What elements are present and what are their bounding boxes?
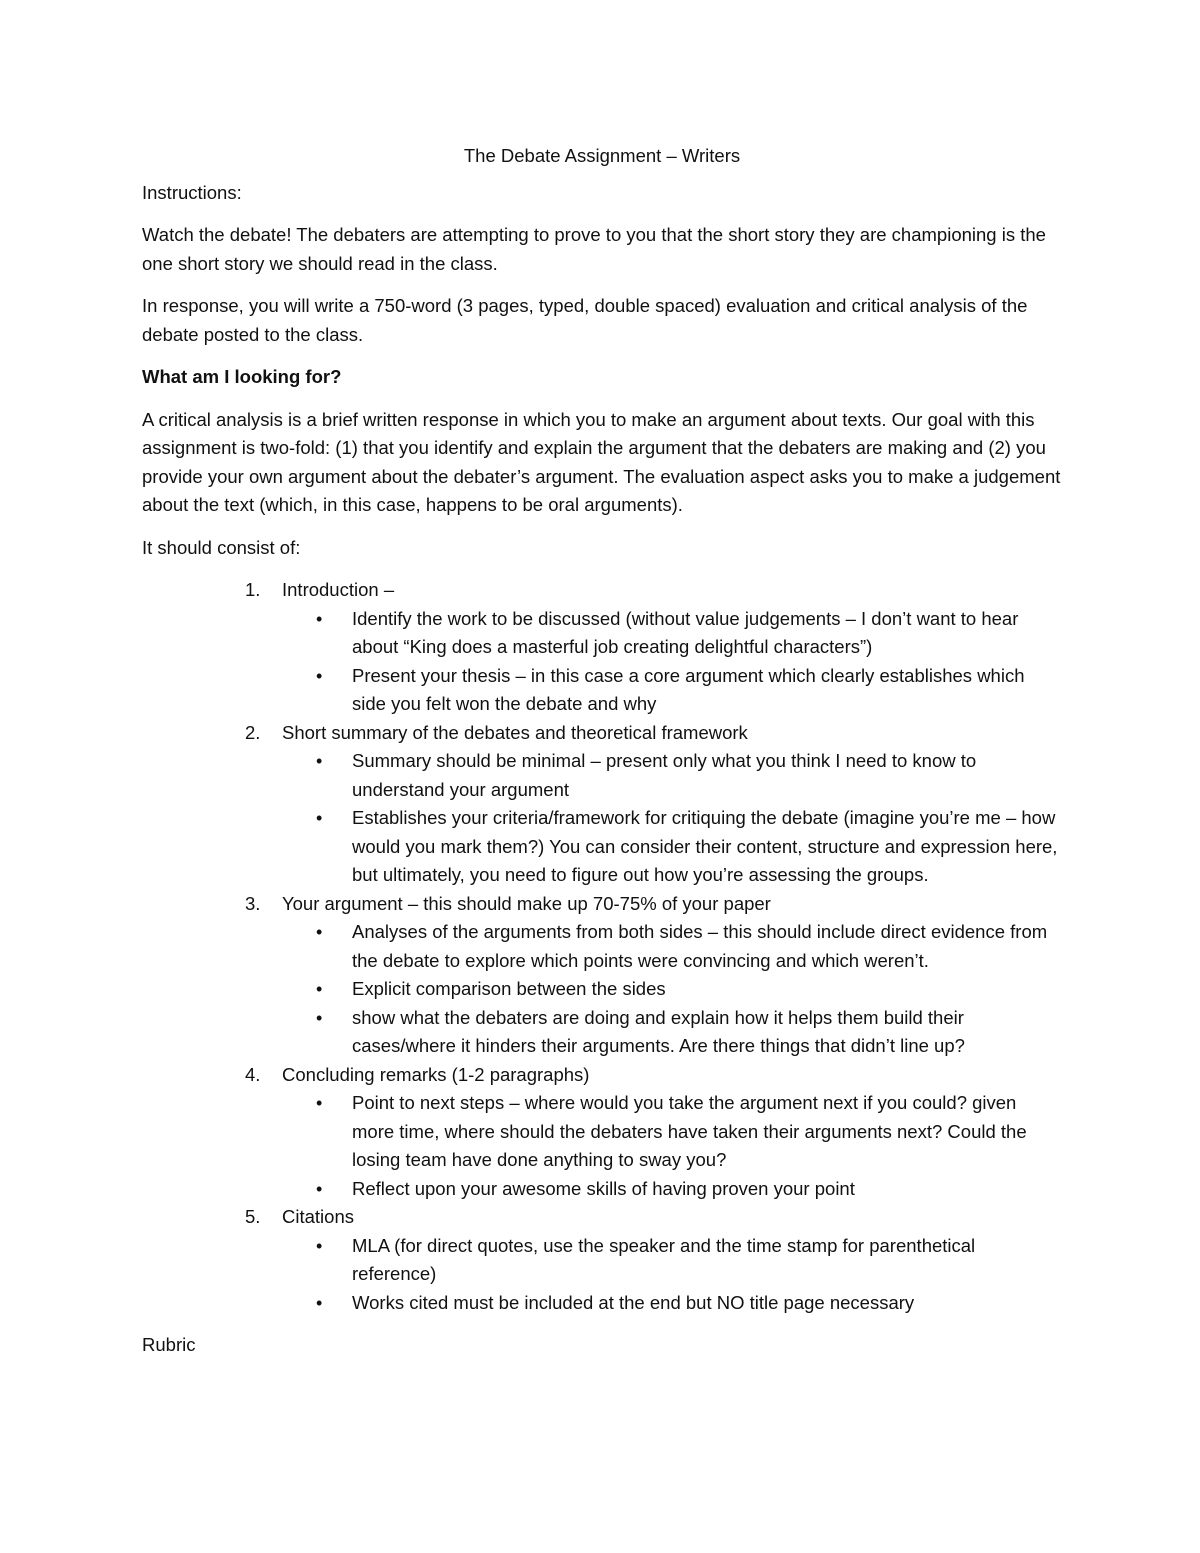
outline-number: 2. (245, 721, 261, 743)
bullet-text: Reflect upon your awesome skills of having proven your point (352, 1177, 855, 1199)
bullet-text: MLA (for direct quotes, use the speaker and the time stamp for parenthetical reference) (352, 1234, 976, 1284)
document-title: The Debate Assignment – Writers (463, 145, 741, 166)
bullet-icon: • (316, 979, 323, 999)
outline-number: 3. (245, 892, 261, 914)
bullet-item (282, 662, 1062, 719)
bullet-icon: • (316, 1292, 323, 1313)
outline-item-introduction (142, 576, 1062, 719)
analysis-paragraph: A critical analysis is a brief written response in which you to make an argument about texts. Our goal with this assignment is two-fold: (1) that you identify and explain the argument that the debaters are making and (2) you provide your own argument about the debater’s argument. The evaluation aspect asks you to make a judgement about the text (which, in this case, happens to be oral arguments). (142, 408, 1061, 515)
bullet-icon: • (316, 751, 323, 771)
outline-number: 5. (245, 1206, 261, 1227)
bullet-icon: • (316, 808, 323, 828)
looking-for-heading: What am I looking for? (142, 366, 342, 387)
outline-number: 4. (245, 1063, 261, 1085)
bullet-icon: • (316, 1178, 323, 1199)
rubric-label: Rubric (142, 1334, 196, 1355)
outline-label: Short summary of the debates and theoretical framework (282, 721, 748, 743)
bullet-icon: • (316, 1235, 323, 1256)
bullet-icon: • (316, 1093, 323, 1113)
outline-item-citations (142, 1203, 1062, 1317)
bullet-item (282, 1175, 1062, 1204)
bullet-item (282, 1289, 1062, 1318)
bullet-item (282, 747, 1062, 804)
bullet-text: Summary should be minimal – present only what you think I need to know to understand your argument (352, 750, 977, 800)
bullet-list (282, 1232, 1062, 1318)
outline-item-argument (142, 890, 1062, 1061)
instructions-label: Instructions: (142, 181, 242, 203)
bullet-item (282, 1004, 1062, 1061)
outline-label: Citations (282, 1206, 354, 1227)
bullet-list (282, 918, 1062, 1061)
bullet-text: Establishes your criteria/framework for critiquing the debate (imagine you’re me – how would you mark them?) You can consider their content, structure and expression here, but ultimately, you need to figure out how you’re assessing the groups. (352, 807, 1058, 885)
bullet-text: Works cited must be included at the end but NO title page necessary (352, 1291, 915, 1313)
bullet-text: Explicit comparison between the sides (352, 978, 666, 999)
bullet-item (282, 1232, 1062, 1289)
consist-label: It should consist of: (142, 536, 301, 558)
outline-number: 1. (245, 579, 261, 600)
bullet-icon: • (316, 922, 323, 942)
assignment-outline (142, 576, 1062, 1317)
bullet-item (282, 1089, 1062, 1175)
bullet-icon: • (316, 608, 323, 629)
document-content (142, 142, 1062, 1374)
bullet-list (282, 747, 1062, 890)
intro-paragraph-response: In response, you will write a 750-word (3 pages, typed, double spaced) evaluation and critical analysis of the debate posted to the class. (142, 295, 1028, 345)
bullet-item (282, 804, 1062, 890)
bullet-text: Analyses of the arguments from both sides – this should include direct evidence from the debate to explore which points were convincing and which weren’t. (352, 921, 1048, 971)
outline-item-summary (142, 719, 1062, 890)
bullet-list (282, 1089, 1062, 1203)
bullet-item (282, 918, 1062, 975)
bullet-item (282, 605, 1062, 662)
outline-label: Introduction – (282, 579, 395, 600)
bullet-text: Point to next steps – where would you take the argument next if you could? given more time, where should the debaters have taken their arguments next? Could the losing team have done anything to sway you? (352, 1092, 1027, 1170)
outline-label: Concluding remarks (1-2 paragraphs) (282, 1063, 590, 1085)
bullet-text: Present your thesis – in this case a core argument which clearly establishes which side you felt won the debate and why (352, 664, 1025, 714)
bullet-text: Identify the work to be discussed (without value judgements – I don’t want to hear about “King does a masterful job creating delightful characters”) (352, 607, 1019, 657)
bullet-list (282, 605, 1062, 719)
bullet-item (282, 975, 1062, 1004)
outline-item-concluding (142, 1061, 1062, 1204)
outline-label: Your argument – this should make up 70-75% of your paper (282, 892, 771, 914)
bullet-text: show what the debaters are doing and explain how it helps them build their cases/where it hinders their arguments. Are there things that didn’t line up? (352, 1006, 965, 1056)
bullet-icon: • (316, 665, 323, 686)
intro-paragraph-watch: Watch the debate! The debaters are attempting to prove to you that the short story they are championing is the one short story we should read in the class. (142, 224, 1046, 274)
bullet-icon: • (316, 1007, 323, 1028)
